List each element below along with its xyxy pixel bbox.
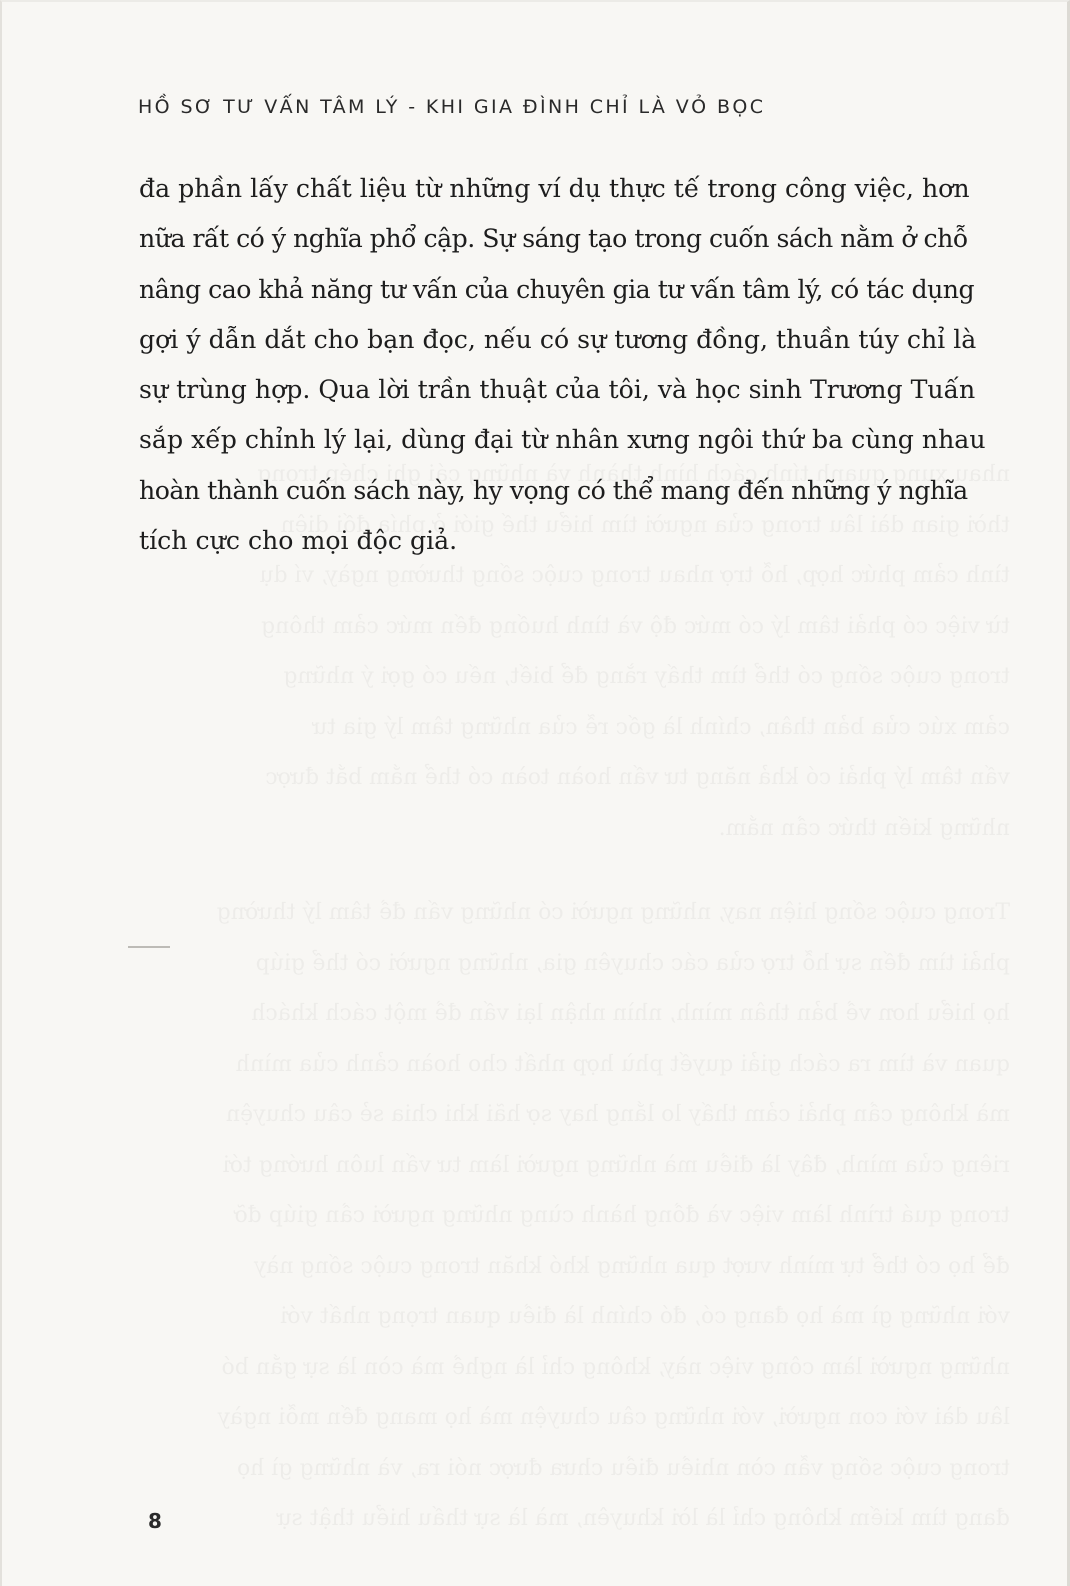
bleed-through-texture — [150, 450, 1010, 1545]
body-paragraph — [139, 164, 995, 566]
running-head: HỒ SƠ TƯ VẤN TÂM LÝ - KHI GIA ĐÌNH CHỈ LÀ VỎ BỌC — [138, 96, 766, 118]
text-line: đa phần lấy chất liệu từ những ví dụ thực tế trong công việc, hơn — [139, 174, 970, 203]
text-line: sự trùng hợp. Qua lời trần thuật của tôi, và học sinh Trương Tuấn — [139, 375, 976, 405]
text-line: hoàn thành cuốn sách này, hy vọng có thể mang đến những ý nghĩa — [139, 475, 968, 505]
text-line: sắp xếp chỉnh lý lại, dùng đại từ nhân xưng ngôi thứ ba cùng nhau — [139, 425, 986, 455]
text-line: gợi ý dẫn dắt cho bạn đọc, nếu có sự tương đồng, thuần túy chỉ là — [139, 324, 977, 354]
text-line: nâng cao khả năng tư vấn của chuyên gia tư vấn tâm lý, có tác dụng — [139, 274, 975, 304]
scan-artifact-mark — [128, 946, 170, 948]
text-line: nữa rất có ý nghĩa phổ cập. Sự sáng tạo trong cuốn sách nằm ở chỗ — [139, 224, 968, 254]
text-line: tích cực cho mọi độc giả. — [139, 526, 458, 556]
page-number: 8 — [148, 1509, 162, 1533]
